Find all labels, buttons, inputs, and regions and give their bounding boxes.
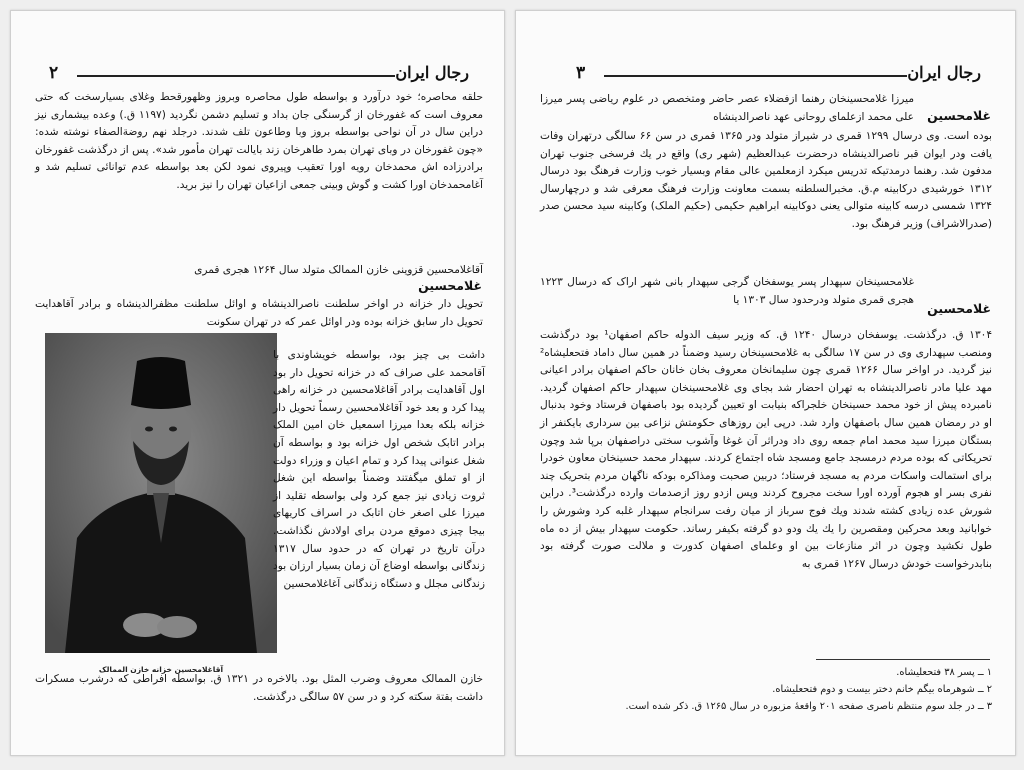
- right-page: [515, 10, 1016, 756]
- left-page-header: [49, 63, 469, 89]
- right-paragraph-4-text: ۱۳۰۴ ق. درگذشت. یوسفخان درسال ۱۲۴۰ ق. که وزیر سیف الدوله حاکم اصفهان¹ بود درگذشت ومنصب سپهداری وی در سن ۱۷ سالگی به غلامحسینخان رسید وضمناً در همین سال داماد فتحعلیشاه² نیز گردید. در اواخر سال ۱۲۶۶ قمری چون سلیمانخان معروف بخان خانان حاکم اصفهان برادر اعیانی مهد علیا مادر ناصرالدینشاه به تهران احضار شد بجای وی غلامحسینخان سپهدار حاکم اصفهان گردید. نامبرده پیش از خود محمد حسینخان خلجراکه بنیابت او تعیین گردیده بود باصفهان فرستاد وخود بدنبال او در رمضان همین سال باصفهان وارد شد. درپی این روزهای حکومتش نزاعی بین سرداری بایکنفر از بستگان میرزا سید محمد امام جمعه روی داد ودراثر آن غوغا وآشوب سختی دراصفهان برپا شد وچون تحریکاتی که بوده مردم درمسجد جامع ومسجد شاه اجتماع کردند. سپهدار محمد حسینخان معاون خودرا برای استمالت واسکات مردم به مسجد فرستاد؛ دربین صحبت ومذاکره بودکه ناگهان مردم بتحریک چند نفری بسر او هجوم آورده اورا سخت مجروح کردند وپس ازدو روز ازصدمات وارده درگذشت³. دراین شورش عده زیادی کشته شدند ویك فوج سرباز از میان رفت سرانجام سپهدار غلبه کرد وشورش را خوابانید وبعد محرکین ومقصرین را یك یك ودو دو گرفته بکیفر رساند. حکومت سپهدار بیش از ده ماه طول نکشید وچون در اثر منازعات بین او وعلمای اصفهان کدورت و ملالت صورت گرفته بود بنابدرخواست خودش درسال ۱۲۶۷ قمری به: [540, 329, 993, 570]
- left-paragraph-1-text: حلقه محاصره؛ خود درآورد و بواسطه طول محاصره وبروز وظهورقحط وغلای بسیارسخت که حتی معروف است که غفورخان از گرسنگی جان بداد و تسلیم دشمن نگردید (۱۱۹۷ ق.) وعده بیشماری نیز دراین سال در آن نواحی بواسطه بروز وبا وطاعون تلف شدند. درجلد نهم روضةالصفاء نوشته شده: «چون غفورخان در وبای تهران بمرد طاهرخان زند بایالت تهران مأمور شد». پس از درگذشت غفورخان برادرزاده اش محمدخان رویه اورا تعقیب وپیروی نمود لکن بعد بواسطه عدم توانائی تسلیم شد و آغامحمدخان اورا کشت و گوش وبینی جمعی ازاعیان تهران را نیز برید.: [35, 91, 483, 191]
- left-page: [10, 10, 505, 756]
- portrait-photo: [45, 333, 277, 653]
- left-paragraph-2: [35, 262, 483, 280]
- right-page-header: [576, 63, 981, 89]
- header-rule: [77, 75, 395, 77]
- right-paragraph-3: [540, 274, 914, 309]
- header-rule: [604, 75, 907, 77]
- right-section-heading-2: غلامحسین: [927, 301, 991, 316]
- left-paragraph-4: [273, 347, 485, 593]
- right-section-heading-1: غلامحسین: [927, 108, 991, 123]
- right-paragraph-2-text: بوده است. وی درسال ۱۲۹۹ قمری در شیراز متولد ودر ۱۳۶۵ قمری در سن ۶۶ سالگی درتهران وفات یافت ودر ایوان قبر ناصرالدینشاه درحضرت عبدالعظیم (شهر ری) واقع در یك فرسخی جنوب تهران مدفون شد. رهنما درمدتیکه تدریس میکرد ازمعلمین عالی مقام وبسیار خوب وزارت فرهنگ بود درسال ۱۳۱۲ خورشیدی درکابینه م.ق. مخبرالسلطنه بسمت معاونت وزارت فرهنگ معرفی شد و درچهارسال ۱۳۲۴ شمسی درسه کابینه متوالی یعنی دوکابینه ابراهیم حکیمی (حکیم الملک) وکابینه سید محسن صدر (صدرالاشراف) وزیر فرهنگ بود.: [540, 130, 992, 230]
- right-book-title: رجال ایران: [907, 63, 981, 82]
- left-paragraph-2-text: آقاغلامحسین قزوینی خازن الممالک متولد سال ۱۲۶۴ هجری قمری: [194, 264, 483, 276]
- left-paragraph-5: [35, 671, 483, 706]
- left-page-number: ۲: [49, 63, 59, 83]
- right-page-number: ۳: [576, 63, 586, 83]
- right-paragraph-2: [540, 128, 992, 234]
- footnote-rule: [816, 659, 990, 660]
- left-section-heading: غلامحسین: [418, 278, 482, 293]
- left-paragraph-4-text: داشت بی چیز بود، بواسطه خویشاوندی با آقامحمد علی صراف که در خزانه تحویل دار بود اول آقاهدایت برادر آقاغلامحسین در خزانه راهی پیدا کرد و بعد خود آقاغلامحسین رسماً تحویل دار خزانه بلکه بعدا میرزا اسمعیل خان امین الملک برادر اتابک شخص اول خزانه بود و بواسطه آن شغل عنوانی پیدا کرد و تمام اعیان و وزراء دولت از او تملق میگفتند وضمناً بواسطه این شغل ثروت زیادی نیز جمع کرد ولی بواسطه تقلید از میرزا علی اصغر خان اتابک در اسراف کاریهای بیجا چیزی دموقع مردن برای اولادش نگذاشت. درآن تاریخ در تهران که در حدود سال ۱۳۱۷ زندگانی بواسطه اوضاع آن زمان بسیار ارزان بود زندگانی مجلل و دستگاه زندگانی آغاغلامحسین: [273, 349, 485, 590]
- footnote-2: ۲ ــ شوهرماه بیگم خانم دختر بیست و دوم فتحعلیشاه.: [772, 684, 992, 696]
- footnote-1: ۱ ــ پسر ۳۸ فتحعلیشاه.: [896, 667, 992, 678]
- left-book-title: رجال ایران: [395, 63, 469, 82]
- photo-caption: آقاغلامحسین خزانه خازن الممالک: [98, 665, 224, 674]
- left-paragraph-5-text: خازن الممالک معروف وضرب المثل بود. بالاخره در ۱۳۲۱ ق. بواسطه افراطی که درشرب مسکرات داشت بقتة سکته کرد و در سن ۵۷ سالگی درگذشت.: [35, 673, 483, 703]
- left-paragraph-1: [35, 89, 483, 195]
- portrait-image: [45, 333, 277, 653]
- left-paragraph-3: [35, 296, 483, 331]
- right-paragraph-1: [540, 91, 914, 126]
- right-paragraph-3-text: غلامحسینخان سپهدار پسر یوسفخان گرجی سپهدار بانی شهر اراک که درسال ۱۲۲۳ هجری قمری متولد ودرحدود سال ۱۳۰۳ یا: [540, 276, 914, 306]
- footnotes: [540, 664, 992, 716]
- right-paragraph-1-text: میرزا غلامحسینخان رهنما ازفضلاء عصر حاضر ومتخصص در علوم ریاضی پسر میرزا علی محمد ازعلمای روحانی عهد ناصرالدینشاه: [540, 93, 914, 123]
- left-paragraph-3-text: تحویل دار خزانه در اواخر سلطنت ناصرالدینشاه و اوائل سلطنت مظفرالدینشاه و برادر آقاهدایت تحویل دار سابق خزانه بوده ودر اوائل عمر که در تهران سکونت: [35, 298, 483, 328]
- footnote-3: ۳ ــ در جلد سوم منتظم ناصری صفحه ۲۰۱ واقعهٔ مزبوره در سال ۱۲۶۵ ق. ذکر شده است.: [625, 701, 992, 713]
- right-paragraph-4: [540, 327, 992, 573]
